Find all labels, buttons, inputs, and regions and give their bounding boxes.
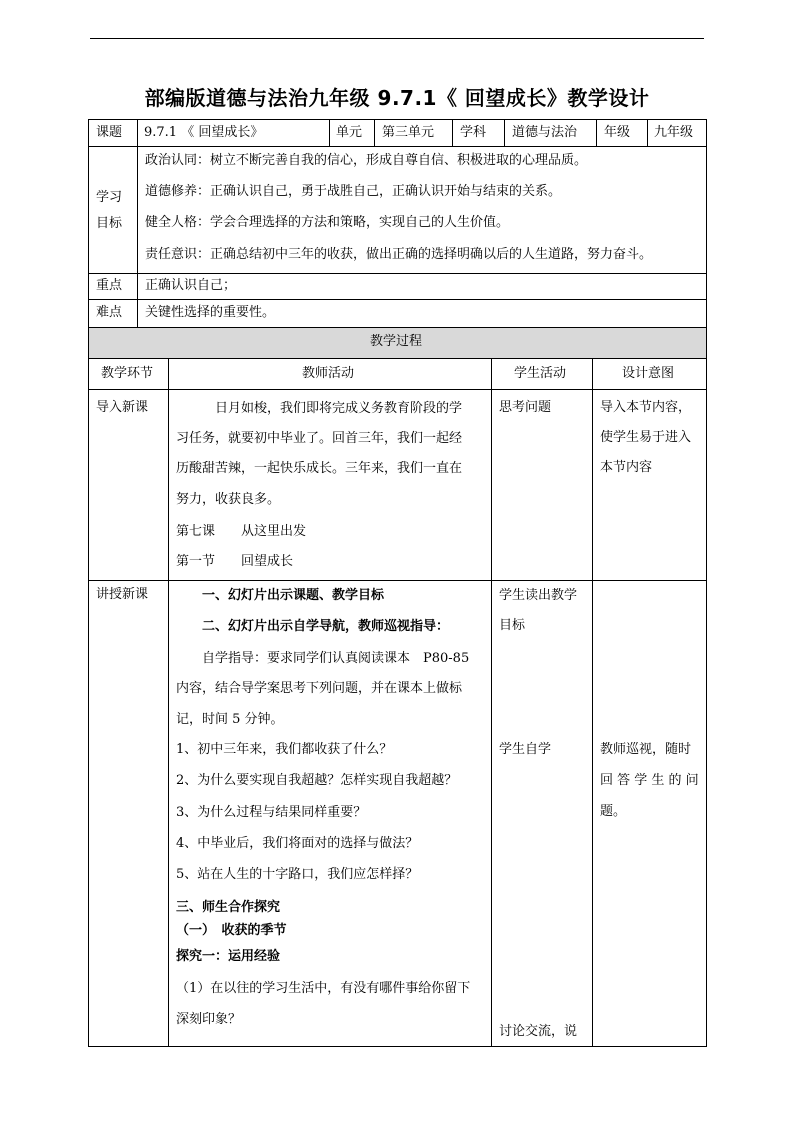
intro-intent-line: 使学生易于进入: [600, 430, 692, 445]
teach-stage: 讲授新课: [96, 587, 149, 602]
teach-teacher-line: 自学指导：要求同学们认真阅读课本 P80-85: [202, 651, 470, 666]
course-label: 课题: [96, 125, 123, 140]
teach-student-line: 讨论交流，说: [499, 1024, 578, 1039]
subject-label: 学科: [460, 125, 487, 140]
intro-teacher-line: 第一节 回望成长: [176, 554, 294, 569]
intro-teacher-line: 日月如梭，我们即将完成义务教育阶段的学: [215, 401, 463, 416]
teach-teacher-line: 深刻印象？: [176, 1012, 242, 1027]
teach-teacher-line: 内容，结合导学案思考下列问题，并在课本上做标: [176, 681, 463, 696]
teach-teacher-line: （1）在以往的学习生活中，有没有哪件事给你留下: [176, 981, 471, 996]
teach-teacher-line: 5、站在人生的十字路口，我们应怎样择？: [176, 867, 419, 882]
teach-teacher-line: 2、为什么要实现自我超越？怎样实现自我超越？: [176, 773, 458, 788]
objectives-label-1: 学习: [96, 190, 123, 205]
teach-student-line: 目标: [499, 618, 526, 633]
unit-value: 第三单元: [382, 125, 435, 140]
difficulty-value: 关键性选择的重要性。: [145, 305, 276, 320]
objective-item: 政治认同：树立不断完善自我的信心，形成自尊自信、积极进取的心理品质。: [145, 153, 588, 168]
intro-intent-line: 导入本节内容，: [600, 400, 692, 415]
column-header-stage: 教学环节: [101, 366, 154, 381]
intro-intent-line: 本节内容: [600, 460, 653, 475]
objective-item: 道德修养：正确认识自己，勇于战胜自己，正确认识开始与结束的关系。: [145, 184, 562, 199]
header-rule: [90, 38, 704, 39]
column-header-teacher: 教师活动: [302, 366, 355, 381]
teach-teacher-line: 3、为什么过程与结果同样重要？: [176, 805, 367, 820]
difficulty-label: 难点: [96, 305, 123, 320]
teach-intent-line: 教师巡视，随时: [600, 742, 692, 757]
process-header: 教学过程: [370, 334, 423, 349]
document-title: 部编版道德与法治九年级 9.7.1《 回望成长》教学设计: [144, 86, 650, 110]
intro-stage: 导入新课: [96, 400, 149, 415]
column-header-intent: 设计意图: [622, 366, 675, 381]
objectives-label-2: 目标: [96, 216, 123, 231]
intro-teacher-line: 努力，收获良多。: [176, 492, 281, 507]
teach-student-line: 学生读出教学: [499, 588, 578, 603]
key-point-label: 重点: [96, 278, 123, 293]
course-value: 9.7.1 《 回望成长》: [144, 125, 264, 140]
teach-teacher-line: 二、幻灯片出示自学导航，教师巡视指导：: [202, 619, 450, 634]
key-point-value: 正确认识自己；: [145, 278, 237, 293]
teach-teacher-line: 一、幻灯片出示课题、教学目标: [202, 588, 385, 603]
teach-intent-line: 题。: [600, 804, 627, 819]
grade-label: 年级: [604, 125, 631, 140]
column-header-student: 学生活动: [514, 366, 567, 381]
objective-item: 健全人格：学会合理选择的方法和策略，实现自己的人生价值。: [145, 215, 510, 230]
unit-label: 单元: [336, 125, 363, 140]
teach-student-line: 学生自学: [499, 742, 552, 757]
intro-teacher-line: 历酸甜苦辣，一起快乐成长。三年来，我们一直在: [176, 461, 463, 476]
teach-teacher-line: 记，时间 5 分钟。: [176, 712, 284, 727]
intro-teacher-line: 第七课 从这里出发: [176, 524, 307, 539]
intro-teacher-line: 习任务，就要初中毕业了。回首三年，我们一起经: [176, 431, 463, 446]
teach-teacher-line: 三、师生合作探究: [176, 900, 281, 915]
subject-value: 道德与法治: [512, 125, 578, 140]
grade-value: 九年级: [654, 125, 694, 140]
intro-student: 思考问题: [499, 400, 552, 415]
teach-teacher-line: 探究一：运用经验: [176, 949, 281, 964]
objective-item: 责任意识：正确总结初中三年的收获，做出正确的选择明确以后的人生道路，努力奋斗。: [145, 247, 653, 262]
teach-teacher-line: 1、初中三年来，我们都收获了什么？: [176, 742, 393, 757]
teach-teacher-line: 4、中毕业后，我们将面对的选择与做法？: [176, 836, 419, 851]
teach-intent-line: 回 答 学 生 的 问: [600, 773, 699, 788]
teach-teacher-line: （一） 收获的季节: [176, 923, 287, 938]
